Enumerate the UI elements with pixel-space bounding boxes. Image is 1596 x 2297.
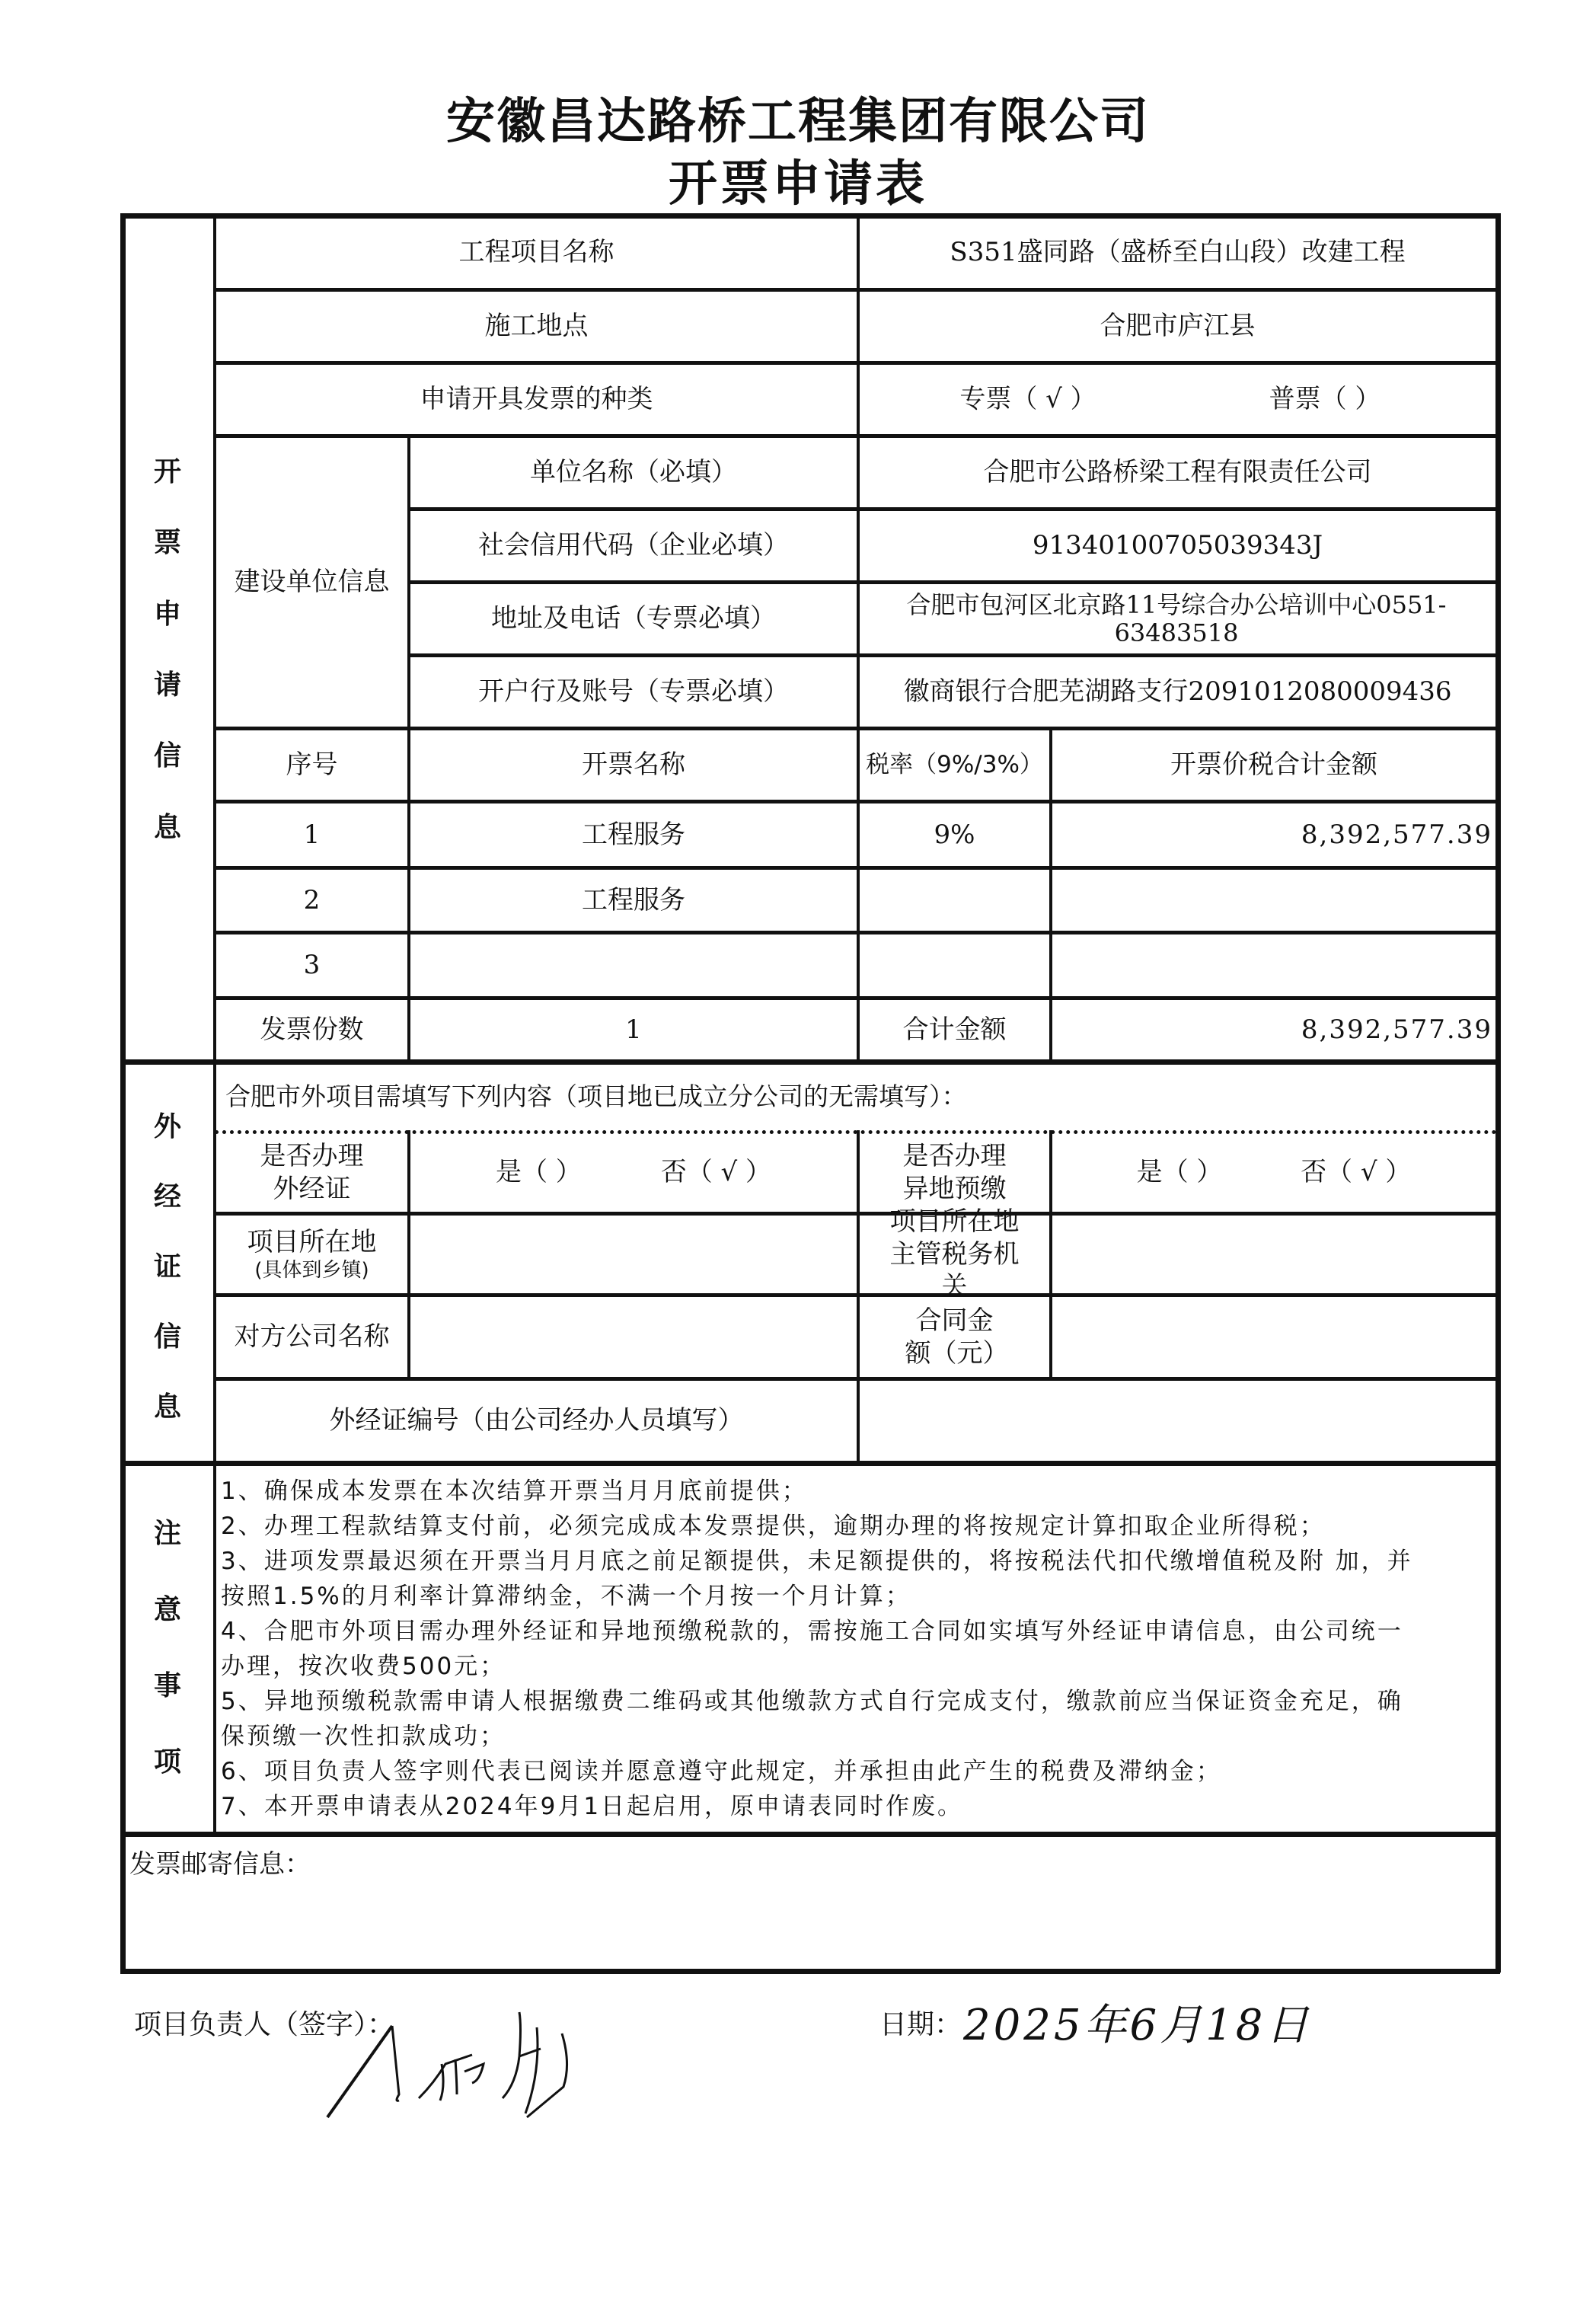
note-line: 2、办理工程款结算支付前，必须完成成本发票提供，逾期办理的将按规定计算扣取企业所得税；: [221, 1513, 1326, 1540]
col-header-invoice-name: 开票名称: [582, 749, 685, 781]
cert-number-field[interactable]: [860, 1381, 1495, 1461]
row-1-rate[interactable]: 9%: [934, 819, 975, 850]
note-line: 保预缴一次性扣款成功；: [221, 1723, 506, 1750]
signer-label: 项目负责人（签字）：: [134, 2009, 395, 2040]
row-1-name[interactable]: 工程服务: [582, 819, 685, 850]
note-line: 5、异地预缴税款需申请人根据缴费二维码或其他缴款方式自行完成支付，缴款前应当保证资金充足，确: [221, 1688, 1403, 1715]
prepay-options: [1052, 1133, 1495, 1212]
section-outbound-label: 外 经 证 信 息: [153, 1110, 181, 1423]
section-notes-label: 注 意 事 项: [153, 1517, 181, 1778]
section-invoice-label: 开 票 申 请 信 息: [153, 456, 181, 843]
outbound-cert-yes-checkbox[interactable]: 是（ ）: [495, 1157, 582, 1188]
note-line: 1、确保成本发票在本次结算开票当月月底前提供；: [221, 1478, 808, 1505]
prepay-no-checkbox[interactable]: 否（ √ ）: [1301, 1157, 1412, 1188]
signature-field[interactable]: [320, 2011, 640, 2125]
cert-number-label: 外经证编号（由公司经办人员填写）: [329, 1405, 744, 1436]
row-2-rate[interactable]: [860, 870, 1049, 931]
prepay-label: 是否办理异地预缴: [902, 1141, 1007, 1204]
note-line: 3、进项发票最迟须在开票当月月底之前足额提供，未足额提供的，将按税法代扣代缴增值税及附 加，并: [221, 1548, 1413, 1575]
invoice-count-label: 发票份数: [260, 1014, 364, 1045]
outbound-cert-options: [410, 1133, 857, 1212]
note-line: 7、本开票申请表从2024年9月1日起启用，原申请表同时作废。: [221, 1793, 964, 1820]
mailing-info-field[interactable]: [129, 1881, 1492, 1965]
row-3-seq: 3: [303, 950, 321, 981]
total-amount-field[interactable]: 8,392,577.39: [1301, 1014, 1492, 1045]
bank-account-field[interactable]: 徽商银行合肥芜湖路支行2091012080009436: [903, 676, 1452, 708]
invoice-type-normal-checkbox[interactable]: 普票（ ）: [1269, 384, 1381, 415]
outbound-instruction: 合肥市外项目需填写下列内容（项目地已成立分公司的无需填写）：: [225, 1081, 967, 1112]
total-amount-label: 合计金额: [902, 1014, 1007, 1045]
site-field[interactable]: 合肥市庐江县: [1100, 311, 1256, 342]
row-2-seq: 2: [303, 884, 321, 915]
outbound-cert-label: 是否办理外经证: [260, 1141, 364, 1204]
date-field[interactable]: 2025年6月18日: [963, 2001, 1312, 2050]
client-name-label: 单位名称（必填）: [530, 457, 737, 488]
mailing-info-label: 发票邮寄信息：: [129, 1849, 311, 1880]
credit-code-field[interactable]: 91340100705039343J: [1032, 530, 1323, 561]
counterparty-field[interactable]: [410, 1297, 857, 1377]
prepay-yes-checkbox[interactable]: 是（ ）: [1136, 1157, 1223, 1188]
form-title: 开票申请表: [669, 156, 927, 212]
row-3-rate[interactable]: [860, 934, 1049, 996]
note-line: 6、项目负责人签字则代表已阅读并愿意遵守此规定，并承担由此产生的税费及滞纳金；: [221, 1758, 1222, 1785]
row-3-amount[interactable]: [1052, 934, 1495, 996]
company-title: 安徽昌达路桥工程集团有限公司: [446, 94, 1150, 150]
project-name-label: 工程项目名称: [458, 237, 614, 268]
invoice-type-label: 申请开具发票的种类: [420, 384, 653, 415]
col-header-seq: 序号: [286, 749, 338, 781]
invoice-count-field[interactable]: 1: [625, 1014, 642, 1045]
address-phone-label: 地址及电话（专票必填）: [491, 603, 776, 634]
client-name-field[interactable]: 合肥市公路桥梁工程有限责任公司: [983, 457, 1372, 488]
project-location-label: 项目所在地 (具体到乡镇): [247, 1226, 377, 1282]
invoice-type-special-checkbox[interactable]: 专票（ √ ）: [959, 384, 1096, 415]
col-header-tax-rate: 税率（9%/3%）: [866, 751, 1043, 779]
row-1-amount[interactable]: 8,392,577.39: [1301, 819, 1492, 850]
note-line: 4、合肥市外项目需办理外经证和异地预缴税款的，需按施工合同如实填写外经证申请信息，由公司统一: [221, 1618, 1403, 1645]
notes-list: [221, 1474, 1492, 1824]
client-info-group-label: 建设单位信息: [234, 567, 390, 598]
project-name-field[interactable]: S351盛同路（盛桥至白山段）改建工程: [950, 237, 1406, 268]
date-label: 日期：: [879, 2009, 962, 2040]
contract-amount-field[interactable]: [1052, 1297, 1495, 1377]
row-1-seq: 1: [303, 819, 321, 850]
col-header-amount: 开票价税合计金额: [1170, 749, 1377, 781]
project-location-field[interactable]: [410, 1216, 857, 1293]
tax-authority-field[interactable]: [1052, 1216, 1495, 1293]
site-label: 施工地点: [484, 311, 589, 342]
row-2-amount[interactable]: [1052, 870, 1495, 931]
address-phone-field[interactable]: 合肥市包河区北京路11号综合办公培训中心0551-63483518: [906, 589, 1447, 647]
handwritten-signature-icon: [320, 2011, 640, 2125]
tax-authority-label: 项目所在地主管税务机关: [889, 1206, 1020, 1302]
contract-amount-label: 合同金额（元）: [905, 1305, 1009, 1369]
note-line: 按照1.5%的月利率计算滞纳金，不满一个月按一个月计算；: [221, 1583, 911, 1610]
row-3-name[interactable]: [410, 934, 857, 996]
counterparty-label: 对方公司名称: [234, 1321, 390, 1353]
row-2-name[interactable]: 工程服务: [582, 884, 685, 915]
outbound-cert-no-checkbox[interactable]: 否（ √ ）: [660, 1157, 772, 1188]
credit-code-label: 社会信用代码（企业必填）: [478, 530, 789, 561]
note-line: 办理，按次收费500元；: [221, 1653, 506, 1680]
bank-account-label: 开户行及账号（专票必填）: [478, 676, 789, 708]
